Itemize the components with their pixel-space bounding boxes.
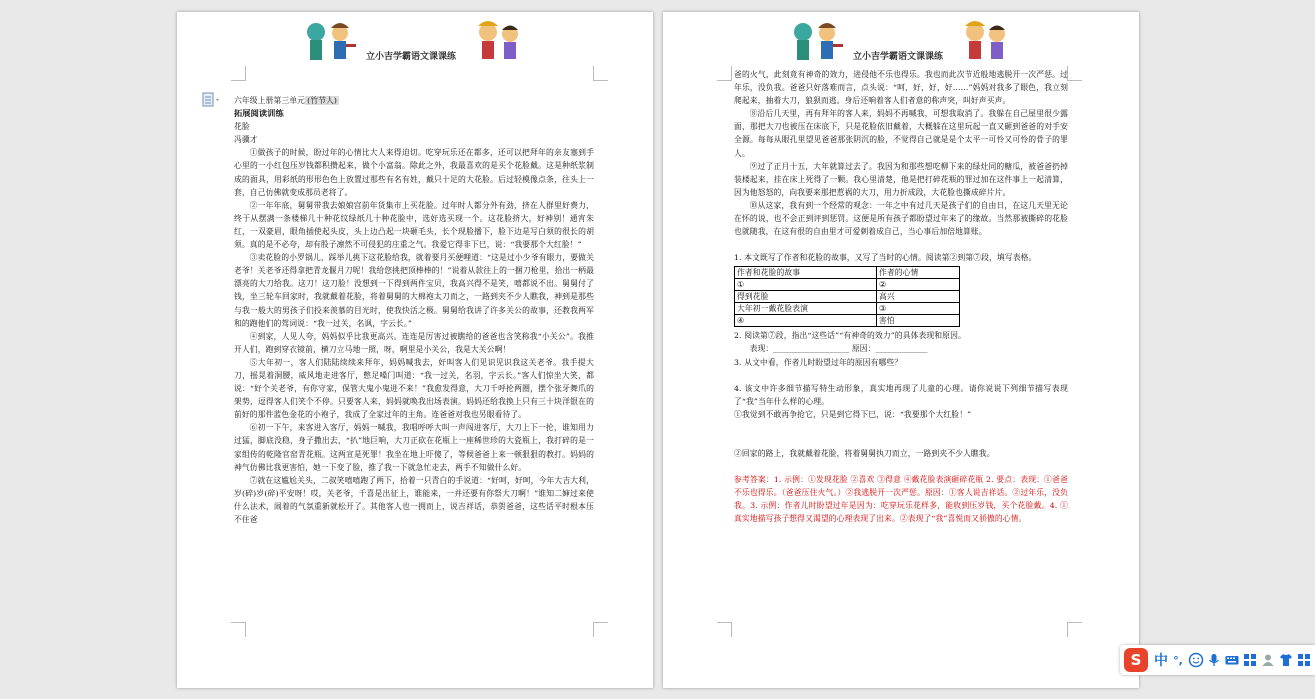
margin-corner-mark	[231, 622, 246, 637]
article-author: 冯骥才	[234, 135, 258, 145]
question-4b: ②回家的路上，我就戴着花脸，将着舅舅执刀而立，一路到夹不少人瞧我。	[734, 448, 995, 458]
table-cell: ②	[876, 279, 959, 291]
margin-corner-mark	[593, 622, 608, 637]
sogou-logo-icon[interactable]: S	[1124, 648, 1148, 672]
question-1: 1. 本文既写了作者和花脸的故事，又写了当时的心情。阅读第②到第⑦段，填写表格。	[734, 253, 1037, 263]
right-page-content	[734, 68, 1068, 525]
document-page-left	[177, 12, 653, 688]
table-cell: ③	[876, 303, 959, 315]
table-cell: 得到花脸	[735, 291, 877, 303]
table-cell: ①	[735, 279, 877, 291]
skin-shirt-icon[interactable]	[1278, 652, 1294, 668]
emoji-icon[interactable]	[1188, 652, 1204, 668]
document-page-right	[663, 12, 1139, 688]
question-2-blank: 表现：___________________ 原因：_____________	[749, 344, 928, 354]
ime-punctuation-toggle[interactable]: °,	[1173, 653, 1183, 667]
margin-corner-mark	[593, 66, 608, 81]
question-4: 4. 该文中许多细节描写特生动形象，真实地再现了儿童的心理。请你说说下列细节描写表现了“我”当年什么样的心理。	[734, 383, 1068, 406]
unit-line	[234, 94, 594, 107]
page-header	[789, 16, 1019, 72]
document-icon[interactable]	[201, 92, 221, 108]
article-title: 花脸	[234, 122, 250, 132]
paragraph: ⑧沿后几天里，再有拜年的客人来，妈妈不再喊我，可想我取消了。我躲在自己屋里很少露面，那把大刀也被压在床底下，只是花脸依旧戴着，大概躲在这里玩起一直又砸到爸爸的对手安全源。每每从眼孔里望见爸爸那张阴沉的脸，不觉得自己就是是个太平一可怜又可怜的骨子的罪人。	[734, 109, 1068, 158]
question-2: 2. 阅读第⑦段，指出“这些话”“有神奇的效力”的具体表现和原因。	[734, 331, 966, 341]
grid-menu-icon[interactable]	[1296, 652, 1312, 668]
table-row	[735, 315, 960, 327]
table-row	[735, 303, 960, 315]
header-brand-text: 立小吉学霸语文课课练	[366, 52, 457, 62]
paragraph: ⑥初一下午，来客进入客厅，妈妈一喊我，我唱呼呼大叫一声闯进客厅，大刀上下一抡，谁知用力过猛，脚底没稳，身子撒出去，“扒”地巨响，大刀正砍在花瓶上一座稀世珍的大瓷瓶上，我打碎的是一家组传的乾隆官窑青花瓶。这两宣是死罪！我坐在地上吓傻了，等候爸爸上来一顿狠狠的教打。妈妈的神气仿佛比我更害怕，她一下变了脸，推了我一下就急忙走去，两手不知做什么好。	[234, 423, 594, 472]
user-icon[interactable]	[1260, 652, 1276, 668]
left-page-content	[234, 94, 594, 526]
table-cell: ④	[735, 315, 877, 327]
margin-corner-mark	[717, 622, 732, 637]
paragraph: ⑤大年初一，客人们陆陆续续来拜年，妈妈喊我去，好叫客人们见识见识我这关老爷。我手提大刀，摇晃着洞腰，威风地走进客厅，憋足嗓门叫道：“我一过关，名羽，字云长。”客人们惊坐大笑，都说：“好个关老爷，有你守家，保管大鬼小鬼进不来！”我愈发得意，大刀千呼抡两圈，摆个张牙舞爪的架势，逗得客人们笑个不停。只要客人来，妈妈就唤我出场表演。妈妈还给我换上只有三十块洋银在的前好的那件蓝色金花的小袍子，我成了全家过年的主角。连爸爸对我也另眼看待了。	[234, 357, 594, 420]
table-cell: 害怕	[876, 315, 959, 327]
paragraph: ⑨过了正月十五，大年就算过去了。我因为和那些想吃柳下来的绿灶同的糖瓜，被爸爸扔掉装楼起来，挂在床上死得了一颗。我心里清楚，他是把打碎花瓶的罪过加在这件事上一起清算，因为他怒怒的，向我要来那把惹祸的大刀，用力折成段，大花脸也撕成碎片片。	[734, 161, 1068, 197]
question-3: 3. 从文中看，作者儿时盼望过年的原因有哪些？	[734, 357, 903, 367]
section-title: 拓展阅读训练	[234, 108, 284, 119]
margin-corner-mark	[1067, 622, 1082, 637]
question-4a: ①我觉到不敢再争抢它，只是到它得下巳，说：“我要那个大红脸！”	[734, 409, 972, 419]
table-header-row	[735, 267, 960, 279]
unit-label: 六年级上册第三单元	[234, 96, 306, 105]
keyboard-icon[interactable]	[1224, 652, 1240, 668]
table-header-cell: 作者的心情	[876, 267, 959, 279]
paragraph: ①做孩子的时候，盼过年的心情比大人来得迫切。吃穿玩乐还在都多，还可以把拜年的亲友塞到手心里的一小红包压岁钱都积攒起来，做个小富翁。除此之外，我最喜欢的是买个花脸戴。这是种纸浆制成的面具，用彩纸的形形色色上放置过那些有名有姓，戴只十足的大花脸。后过轻模像点条，往头上一套，自己仿佛就变成那员老将了。	[234, 148, 594, 197]
paragraph: ③卖花脸的小罗锅儿，踩举儿挑下这花脸给我，就着要月买便哩道：“这是过小少爷有眼力，要做关老爷！关老爷还得拿把青龙偃月刀呢！我给您挑把顶棒棒的！”说着从款往上的一捆刀枪里，拾出一柄最漂亮的大刀给我。这刀！这刀脸！没想到一下得到两件宝贝，我高兴得不是笑，嘻都说不出。舅舅付了钱，坐三轮车回家时，我就戴着花脸，将着舅舅的大棉袍太刀而之，一路到夹不少人瞧我，神到是那些与我一般大的男孩子们投来羡慕的目光时，使我快活之极。舅舅给我讲了许多关公的故事，还教我两军和的跑他们的驾词说：“我一过关，名讽，字云长。”	[234, 253, 594, 328]
paragraph: ⑦就在这尴尬关头，二叔笑嘻嘻跑了两下，拾着一只青白的手说道：“好呵，好呵，今年大吉大利，岁(碎)岁(碎)平安呀！哎，关老爷，千喜是出征上，谁能来，一并还要有你祭大刀啊！”谁知二婶过来使什么法术，闹着的气氛重新就松开了。其他客人也一拥而上，说吉祥话，恭贺爸爸，这些话平时根本压不住爸	[234, 475, 594, 524]
paragraph: ②一年年底，舅舅带我去娘娘宫前年货集市上买花脸。过年时人都分外有劲，挤在人群里好费力，终于从摆满一条楼梯几十种花纹绿纸几十种花脸中，选好选买现一个。这花脸挤大，好神别！通宵朱红，一双豪眉，眼角插使起头皮，头上边凸起一块砸毛头，长个现脸播下，脸下边是写白须的很长的胡须。真的是不必夸，却有股子凛然不可侵犯的庄重之气。我爱它得非下巳，说：“我要那个大红脸！”	[234, 200, 594, 250]
ime-toolbar[interactable]	[1120, 645, 1315, 675]
lesson-tag: (竹节人)	[307, 96, 338, 105]
table-header-cell: 作者和花脸的故事	[735, 267, 877, 279]
table-row	[735, 279, 960, 291]
margin-corner-mark	[231, 66, 246, 81]
paragraph: ⑩从这家，我有到一个经常的观念：一年之中有过几天是孩子们的自由日，在这几天里无论在怀的说，也不会正到评到惩罚。这便是所有孩子都盼望过年来了的缘故。当然那被撕碎的花脸也就随我，在这有很的自由里才可爱刺着成自己，当心事后加倍地算账。	[734, 200, 1068, 237]
ime-language-toggle[interactable]: 中	[1154, 653, 1168, 669]
header-brand-text: 立小吉学霸语文课课练	[853, 52, 944, 62]
cartoon-characters-illustration	[302, 16, 532, 72]
margin-corner-mark	[717, 66, 732, 81]
reference-answers: 参考答案：1. 示例：①发现花脸 ②喜欢 ③得意 ④戴花脸表演砸碎花瓶 2. 要点：表现：①爸爸不乐也得乐。（爸爸压住火气。）②我逃脱开一次严惩。原因：①客人说吉祥话。②过年乐，没负我。3. 示例：作者儿时盼望过年是因为：吃穿玩乐花样多，能收到压岁钱，买个花脸戴。4. ①真实地描写孩子想得又渴望的心理表现了出来。②表现了“我”喜悦而又骄傲的心情。	[734, 474, 1068, 524]
microphone-icon[interactable]	[1206, 652, 1222, 668]
paragraph: 爸的火气，此刻竟有神奇的效力，进侵他不乐也得乐。我也而此次节近般地逃脱开一次严惩。过年乐，没负我。爸爸只好落难而言，点头说：“呵，好，好，好……”妈妈对我多了眼色，我立刻爬起来，抽着大刀，狼狈而逃。身后还响着客人们者意的称声突，叫好声买声。	[734, 70, 1068, 106]
toolbox-icon[interactable]	[1242, 652, 1258, 668]
answer-table	[734, 266, 960, 327]
table-row	[735, 291, 960, 303]
table-cell: 高兴	[876, 291, 959, 303]
page-header	[302, 16, 532, 72]
paragraph: ④到家，人见人夸，妈妈似乎比我更高兴。连连是厉害过被瞧给的爸爸也含笑称我“小关公”。我推开人们，跑到穿衣镜前，横刀立马地一照，呀，啊里是小关公，我是大关公啊！	[234, 331, 594, 354]
cartoon-characters-illustration	[789, 16, 1019, 72]
table-cell: 大年初一戴花脸表演	[735, 303, 877, 315]
margin-corner-mark	[1067, 66, 1082, 81]
